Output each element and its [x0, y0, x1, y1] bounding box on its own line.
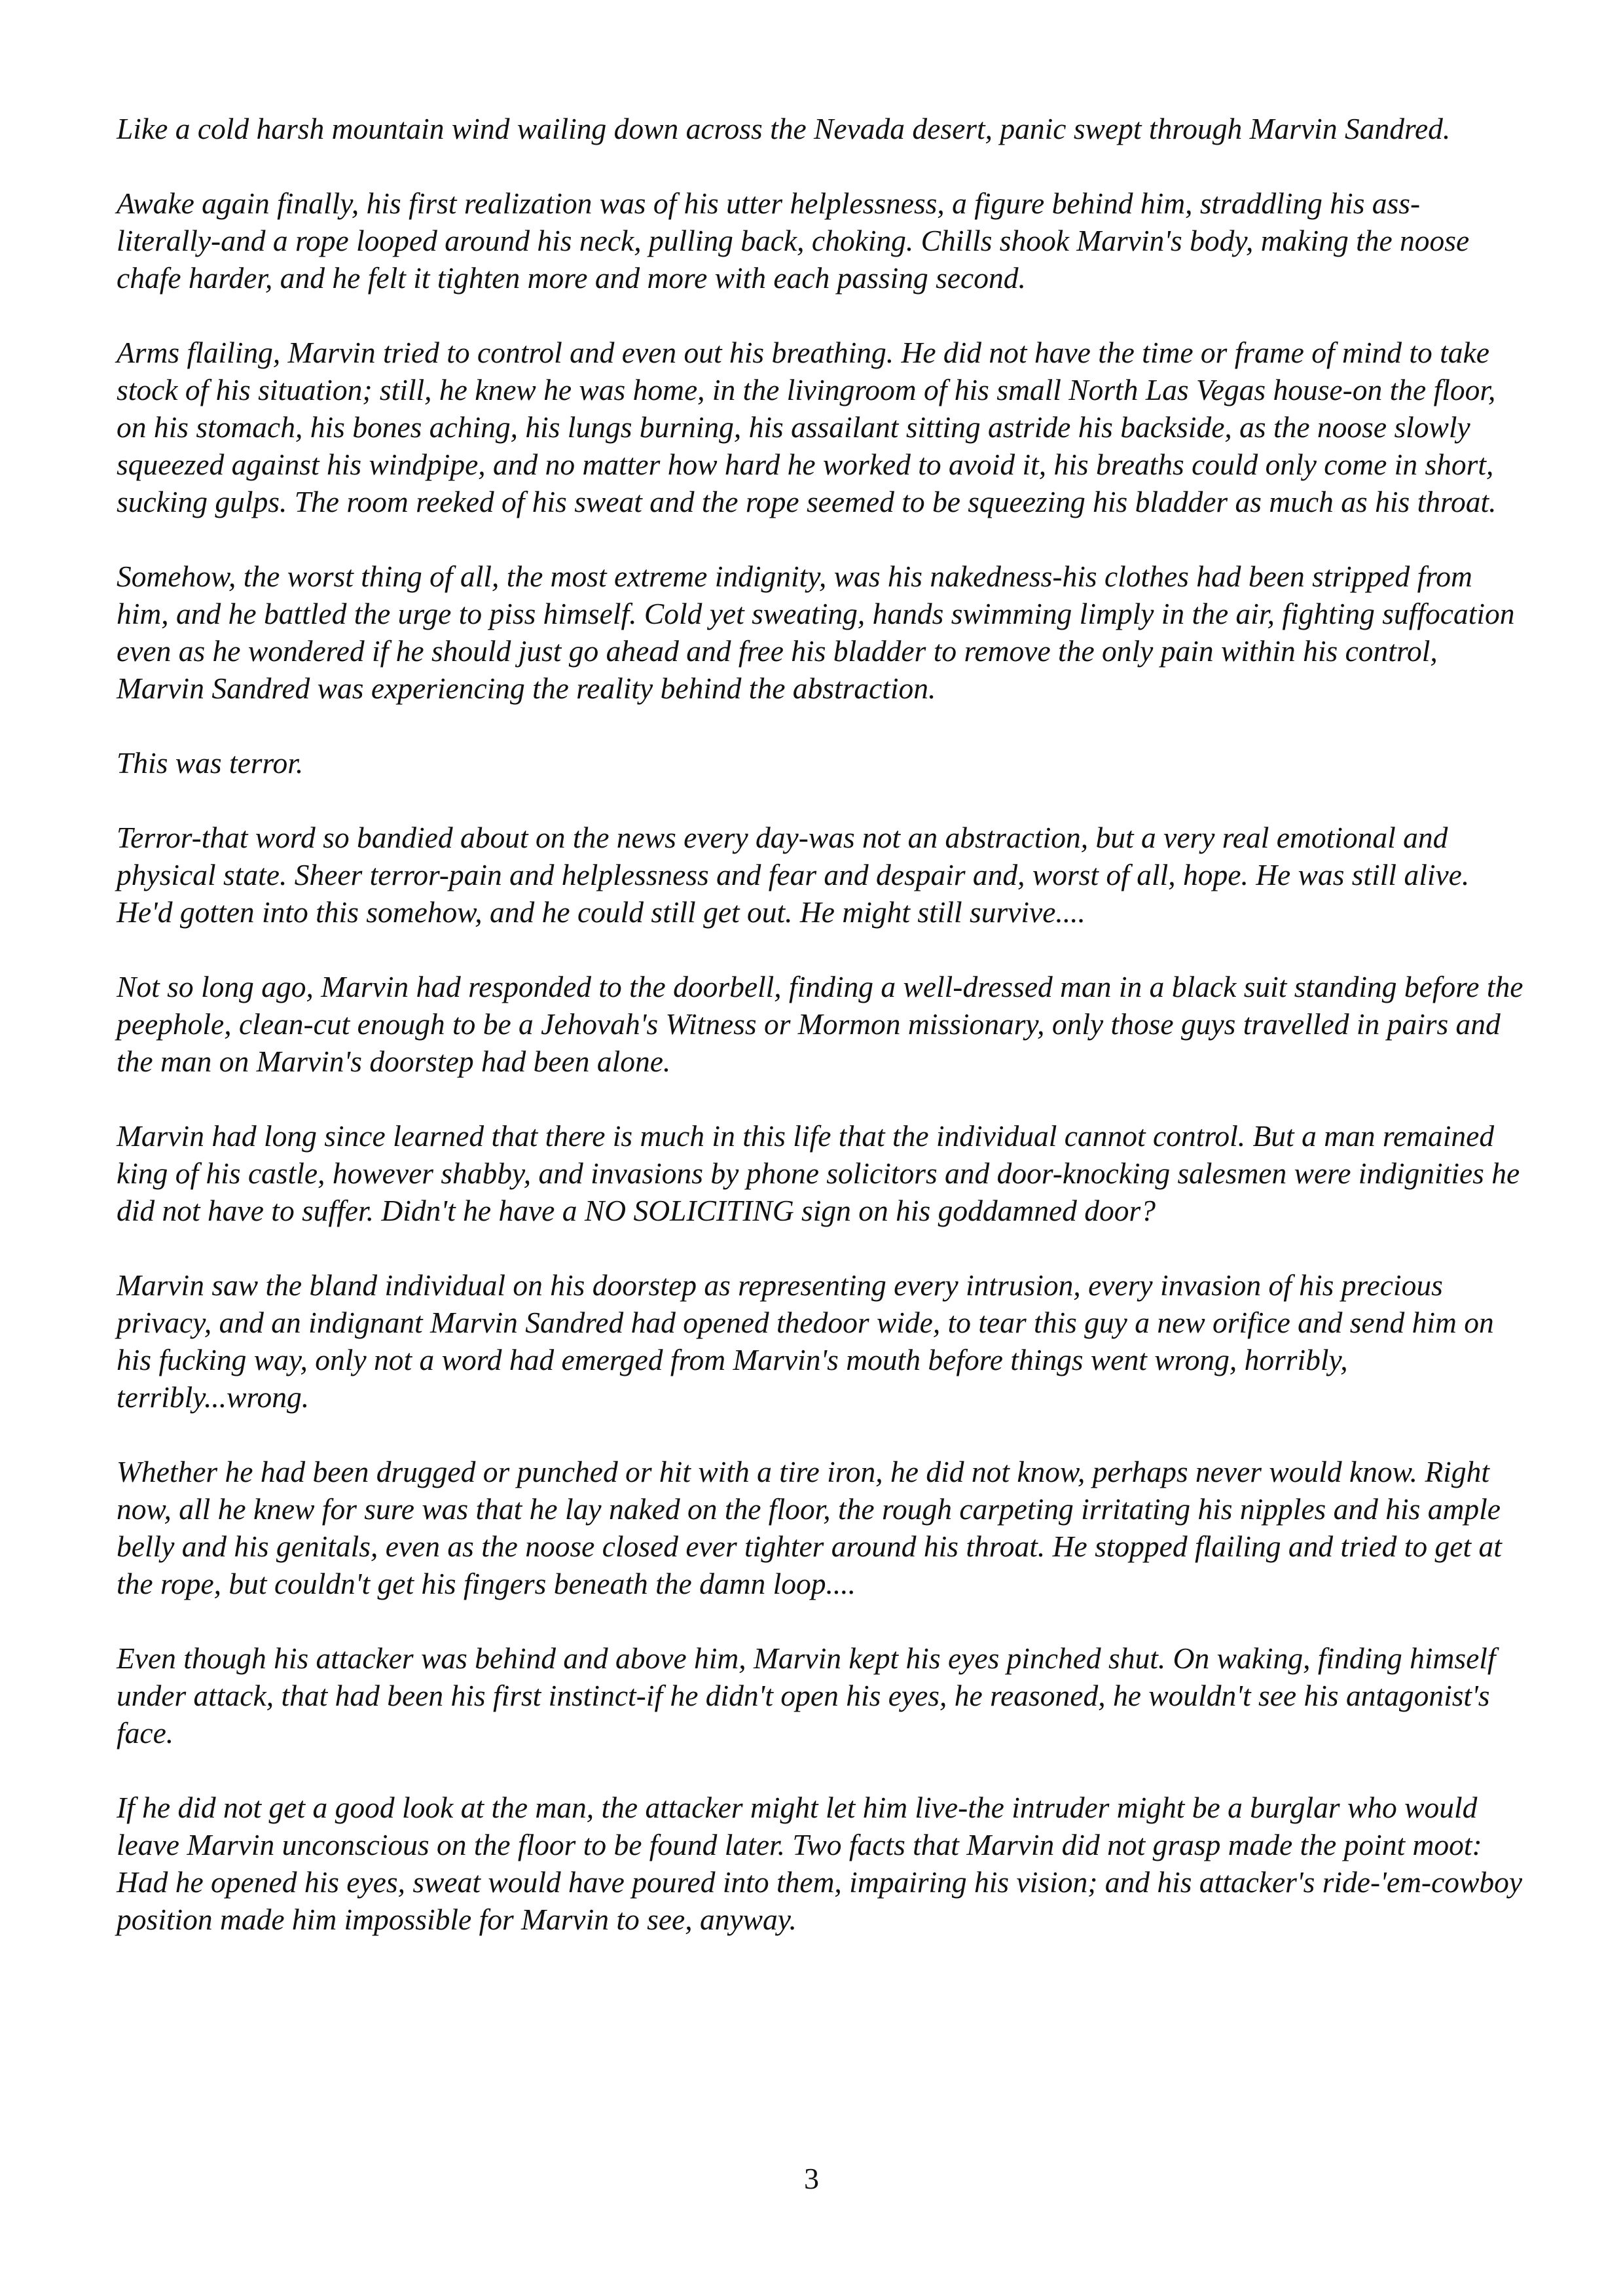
paragraph-7: Not so long ago, Marvin had responded to the doorbell, finding a well-dressed man in a black suit standing before the peephole, clean-cut enough to be a Jehovah's Witness or Mormon missionary, only those guys travelled in pairs and the man on Marvin's doorstep had been alone.: [117, 970, 1523, 1078]
paragraph-10: Whether he had been drugged or punched or hit with a tire iron, he did not know, perhaps never would know. Right now, all he knew for sure was that he lay naked on the floor, the rough carpeting irritating his nipples and his ample belly and his genitals, even as the noose closed ever tighter around his throat. He stopped flailing and tried to get at the rope, but couldn't get his fingers beneath the damn loop....: [117, 1455, 1502, 1600]
paragraph-6: Terror-that word so bandied about on the news every day-was not an abstraction, but a very real emotional and physical state. Sheer terror-pain and helplessness and fear and despair and, worst of all, hope. He was still alive. He'd gotten into this somehow, and he could still get out. He might still survive....: [117, 821, 1470, 929]
paragraph-12: If he did not get a good look at the man, the attacker might let him live-the intruder might be a burglar who would leave Marvin unconscious on the floor to be found later. Two facts that Marvin did not grasp made the point moot: Had he opened his eyes, sweat would have poured into them, impairing his vision; and his attacker's ride-'em-cowboy position made him impossible for Marvin to see, anyway.: [117, 1791, 1523, 1936]
paragraph-3: Arms flailing, Marvin tried to control and even out his breathing. He did not have the time or frame of mind to take stock of his situation; still, he knew he was home, in the livingroom of his small North Las Vegas house-on the floor, on his stomach, his bones aching, his lungs burning, his assailant sitting astride his backside, as the noose slowly squeezed against his windpipe, and no matter how hard he worked to avoid it, his breaths could only come in short, sucking gulps. The room reeked of his sweat and the rope seemed to be squeezing his bladder as much as his throat.: [117, 336, 1497, 518]
paragraph-4: Somehow, the worst thing of all, the most extreme indignity, was his nakedness-his clothes had been stripped from him, and he battled the urge to piss himself. Cold yet sweating, hands swimming limply in the air, fighting suffocation even as he wondered if he should just go ahead and free his bladder to remove the only pain within his control, Marvin Sandred was experiencing the reality behind the abstraction.: [117, 560, 1515, 705]
paragraph-5: This was terror.: [117, 746, 304, 780]
paragraph-1: Like a cold harsh mountain wind wailing down across the Nevada desert, panic swept through Marvin Sandred.: [117, 112, 1451, 145]
body-text: [117, 110, 1524, 1975]
paragraph-9: Marvin saw the bland individual on his doorstep as representing every intrusion, every invasion of his precious privacy, and an indignant Marvin Sandred had opened thedoor wide, to tear this guy a new orifice and send him on his fucking way, only not a word had emerged from Marvin's mouth before things went wrong, horribly, terribly...wrong.: [117, 1268, 1494, 1414]
page-number: 3: [804, 2162, 819, 2195]
paragraph-8: Marvin had long since learned that there is much in this life that the individual cannot control. But a man remained king of his castle, however shabby, and invasions by phone solicitors and door-knocking salesmen were indignities he did not have to suffer. Didn't he have a NO SOLICITING sign on his goddamned door?: [117, 1119, 1520, 1227]
paragraph-11: Even though his attacker was behind and above him, Marvin kept his eyes pinched shut. On waking, finding himself under attack, that had been his first instinct-if he didn't open his eyes, he reasoned, he wouldn't see his antagonist's face.: [117, 1641, 1496, 1749]
paragraph-2: Awake again finally, his first realization was of his utter helplessness, a figure behind him, straddling his ass-literally-and a rope looped around his neck, pulling back, choking. Chills shook Marvin's body, making the noose chafe harder, and he felt it tighten more and more with each passing second.: [117, 187, 1470, 295]
